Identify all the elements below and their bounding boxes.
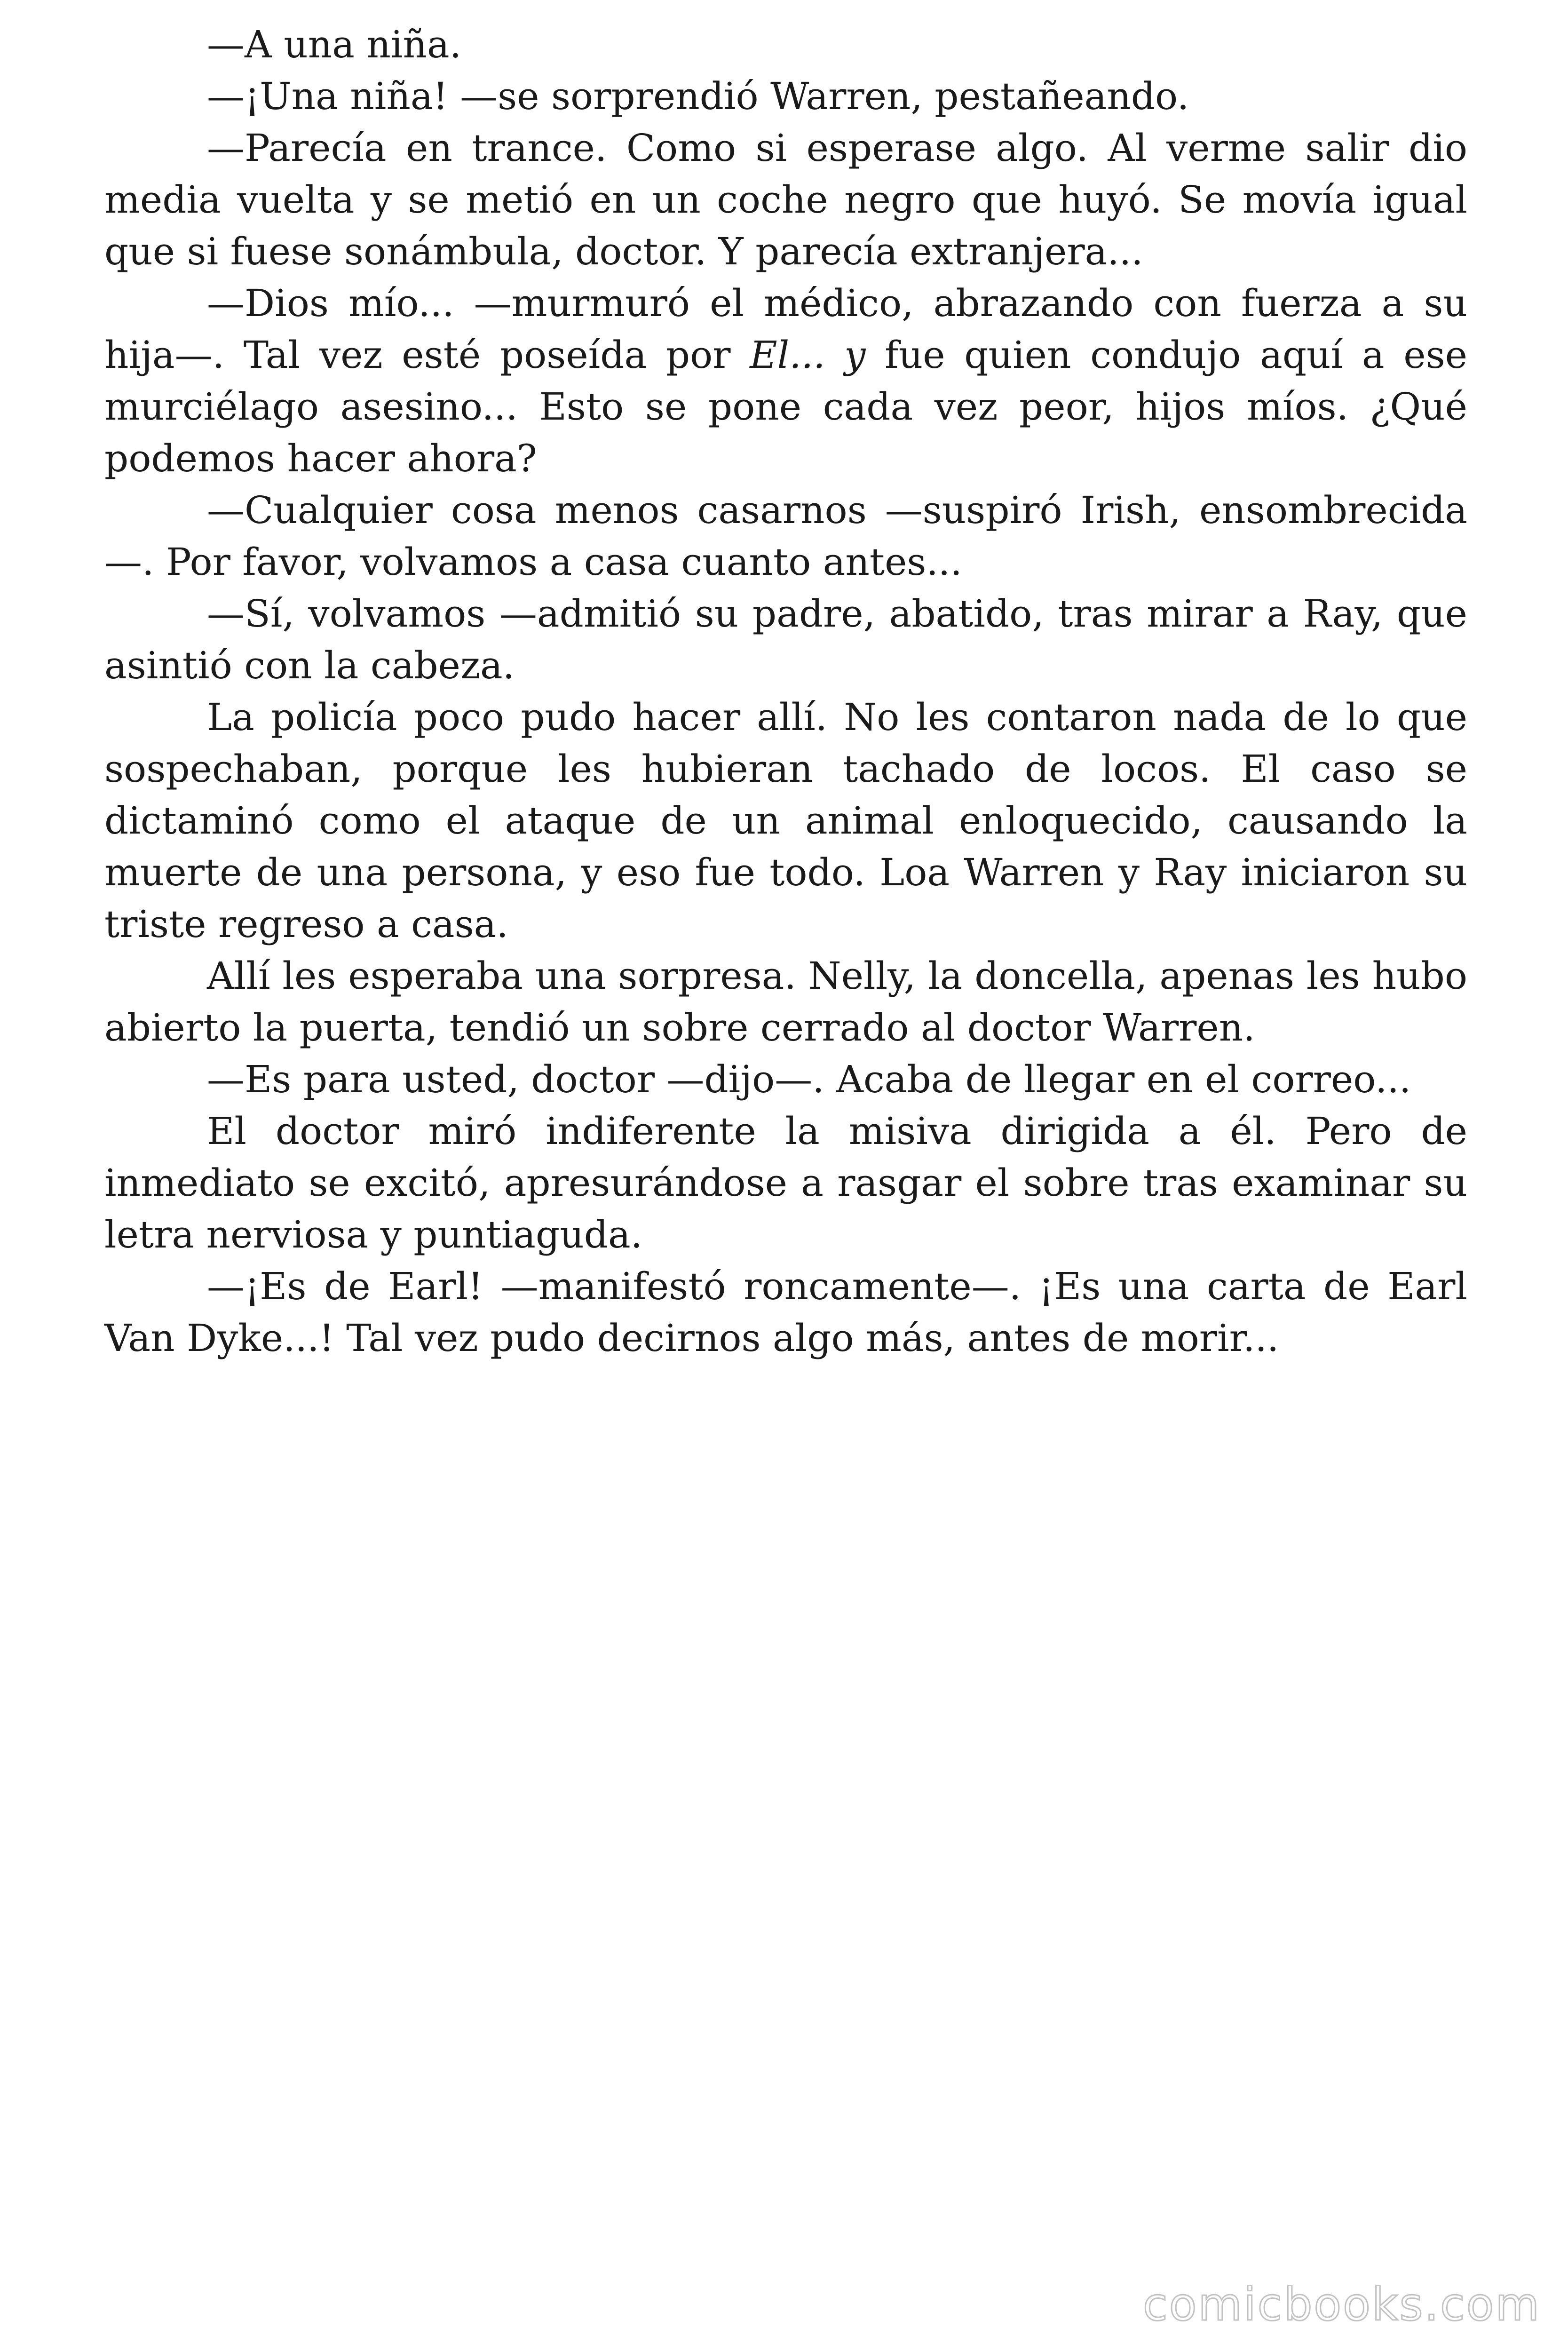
paragraph-3: —Parecía en trance. Como si esperase algo. Al verme salir dio media vuelta y se metió en un coche negro que huyó. Se movía igual que si fuese sonámbula, doctor. Y parecía extranjera...: [104, 126, 1467, 273]
paragraph-4-emphasis: El... y: [750, 333, 866, 377]
paragraph-2: —¡Una niña! —se sorprendió Warren, pestañeando.: [207, 74, 1189, 118]
paragraph-5: —Cualquier cosa menos casarnos —suspiró Irish, ensombrecida —. Por favor, volvamos a casa cuanto antes...: [104, 488, 1467, 584]
paragraph-4-text-before: —Dios mío... —murmuró el médico, abrazando con fuerza a su hija—. Tal vez esté poseída por: [104, 281, 1467, 377]
paragraph-6: —Sí, volvamos —admitió su padre, abatido, tras mirar a Ray, que asintió con la cabeza.: [104, 592, 1467, 687]
paragraph-1: —A una niña.: [207, 23, 462, 66]
watermark: comicbooks.com: [1142, 2278, 1541, 2331]
paragraph-10: El doctor miró indiferente la misiva dirigida a él. Pero de inmediato se excitó, apresurándose a rasgar el sobre tras examinar su letra nerviosa y puntiaguda.: [104, 1109, 1467, 1256]
paragraph-7: La policía poco pudo hacer allí. No les contaron nada de lo que sospechaban, porque les hubieran tachado de locos. El caso se dictaminó como el ataque de un animal enloquecido, causando la muerte de una persona, y eso fue todo. Loa Warren y Ray iniciaron su triste regreso a casa.: [104, 695, 1467, 946]
paragraph-4-text-after: fue quien condujo aquí a ese murciélago asesino... Esto se pone cada vez peor, hijos míos. ¿Qué podemos hacer ahora?: [104, 333, 1467, 480]
paragraph-11: —¡Es de Earl! —manifestó roncamente—. ¡Es una carta de Earl Van Dyke...! Tal vez pudo decirnos algo más, antes de morir...: [104, 1264, 1467, 1360]
paragraph-9: —Es para usted, doctor —dijo—. Acaba de llegar en el correo...: [207, 1057, 1411, 1101]
paragraph-8: Allí les esperaba una sorpresa. Nelly, la doncella, apenas les hubo abierto la puerta, tendió un sobre cerrado al doctor Warren.: [104, 954, 1467, 1049]
body-text: [104, 19, 1467, 1364]
paragraph-4: [104, 278, 1467, 485]
